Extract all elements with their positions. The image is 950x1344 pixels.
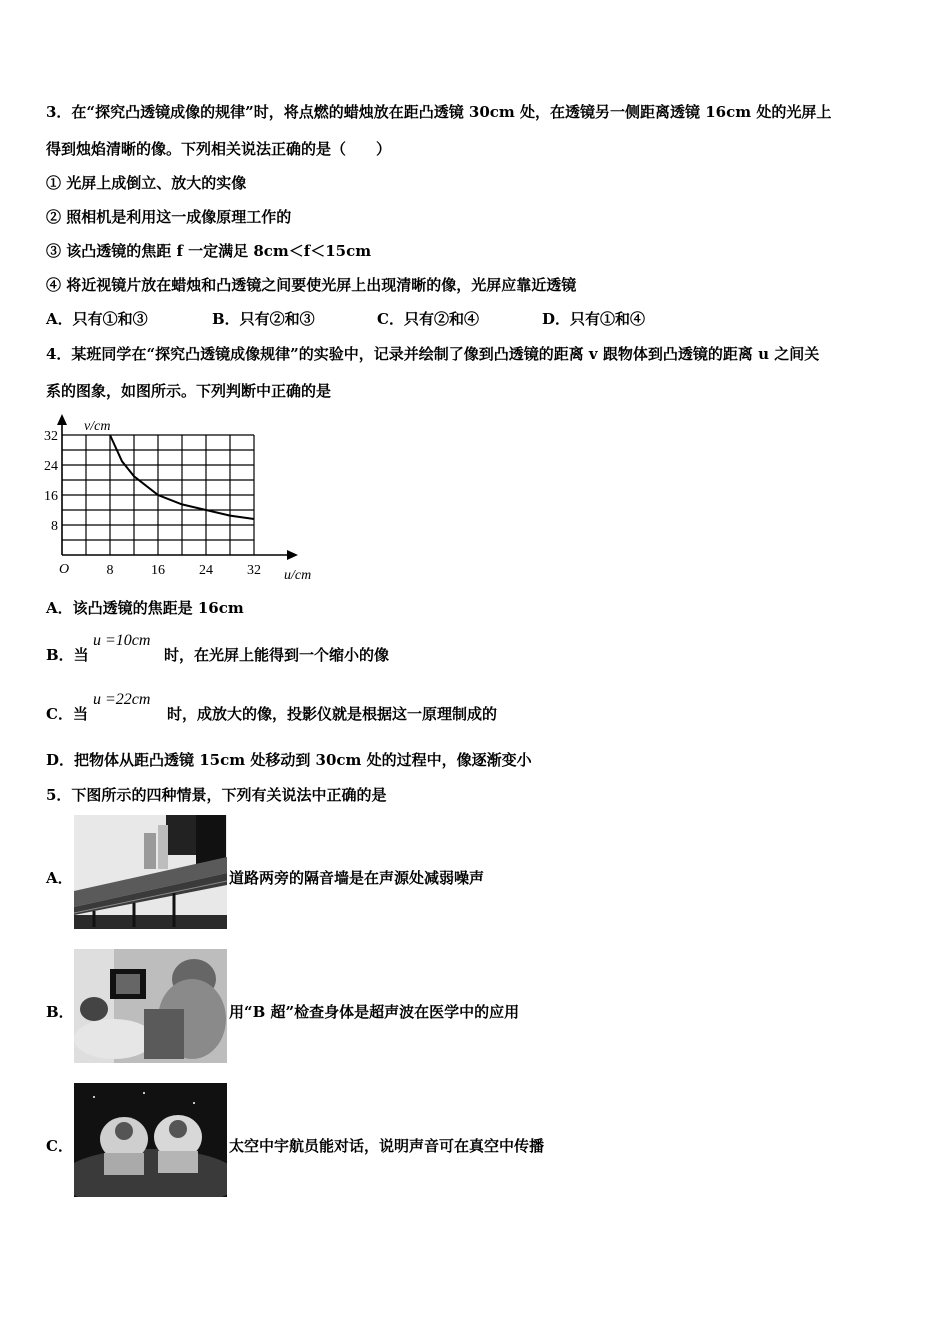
q4-stem-line2: 系的图象，如图所示。下列判断中正确的是 — [46, 382, 332, 400]
x-tick-label: 32 — [247, 563, 261, 578]
q3-stem-line2: 得到烛焰清晰的像。下列相关说法正确的是（ ） — [46, 140, 392, 158]
q4-option-c-formula: u =22cm — [93, 691, 151, 708]
q5-stem: 5．下图所示的四种情景，下列有关说法中正确的是 — [46, 786, 387, 804]
q4-stem-line1: 4．某班同学在“探究凸透镜成像规律”的实验中，记录并绘制了像到凸透镜的距离 v 跟物体到凸透镜的距离 u 之间关 — [46, 345, 820, 363]
y-axis-arrow — [57, 414, 67, 425]
sound-barrier-photo — [74, 815, 227, 929]
b-ultrasound-photo — [74, 949, 227, 1063]
x-axis-label: u/cm — [284, 568, 312, 583]
q5-option-b-text: 用“B 超”检查身体是超声波在医学中的应用 — [229, 1003, 520, 1021]
q4-option-c-prefix: C．当 — [46, 705, 88, 723]
y-tick-label: 8 — [51, 519, 58, 534]
q5-option-c-label: C． — [46, 1137, 73, 1155]
y-tick-label: 16 — [44, 489, 58, 504]
q4-option-b-text: 时，在光屏上能得到一个缩小的像 — [164, 646, 390, 664]
q3-statement-3: ③ 该凸透镜的焦距 f 一定满足 8cm＜f＜15cm — [46, 242, 372, 260]
q3-statement-4: ④ 将近视镜片放在蜡烛和凸透镜之间要使光屏上出现清晰的像，光屏应靠近透镜 — [46, 276, 577, 294]
q3-stem-line1: 3．在“探究凸透镜成像的规律”时，将点燃的蜡烛放在距凸透镜 30cm 处，在透镜另一侧距离透镜 16cm 处的光屏上 — [46, 103, 832, 121]
x-tick-label: 24 — [199, 563, 213, 578]
astronauts-photo — [74, 1083, 227, 1197]
q3-option-a: A．只有①和③ — [46, 310, 148, 328]
q5-option-b-label: B． — [46, 1003, 74, 1021]
q5-option-a-text: 道路两旁的隔音墙是在声源处减弱噪声 — [229, 869, 485, 887]
q5-option-a-label: A． — [46, 869, 73, 887]
q4-option-c-text: 时，成放大的像，投影仪就是根据这一原理制成的 — [167, 705, 498, 723]
q4-option-b-prefix: B．当 — [46, 646, 89, 664]
y-tick-label: 32 — [44, 429, 58, 444]
q3-option-b: B．只有②和③ — [212, 310, 315, 328]
q5-option-c-text: 太空中宇航员能对话，说明声音可在真空中传播 — [229, 1137, 545, 1155]
q4-option-b-formula: u =10cm — [93, 632, 151, 649]
q3-statement-2: ② 照相机是利用这一成像原理工作的 — [46, 208, 292, 226]
origin-label: O — [59, 562, 70, 577]
x-tick-label: 8 — [106, 563, 114, 578]
x-axis-arrow — [287, 550, 298, 560]
v-u-graph — [40, 412, 330, 591]
q4-option-d: D．把物体从距凸透镜 15cm 处移动到 30cm 处的过程中，像逐渐变小 — [46, 751, 532, 769]
q3-statement-1: ① 光屏上成倒立、放大的实像 — [46, 174, 247, 192]
y-axis-label: v/cm — [84, 419, 111, 434]
q3-option-c: C．只有②和④ — [377, 310, 479, 328]
v-u-chart — [40, 412, 330, 587]
x-tick-label: 16 — [151, 563, 165, 578]
q4-option-a: A．该凸透镜的焦距是 16cm — [46, 599, 244, 617]
q3-option-d: D．只有①和④ — [542, 310, 646, 328]
y-tick-label: 24 — [44, 459, 58, 474]
